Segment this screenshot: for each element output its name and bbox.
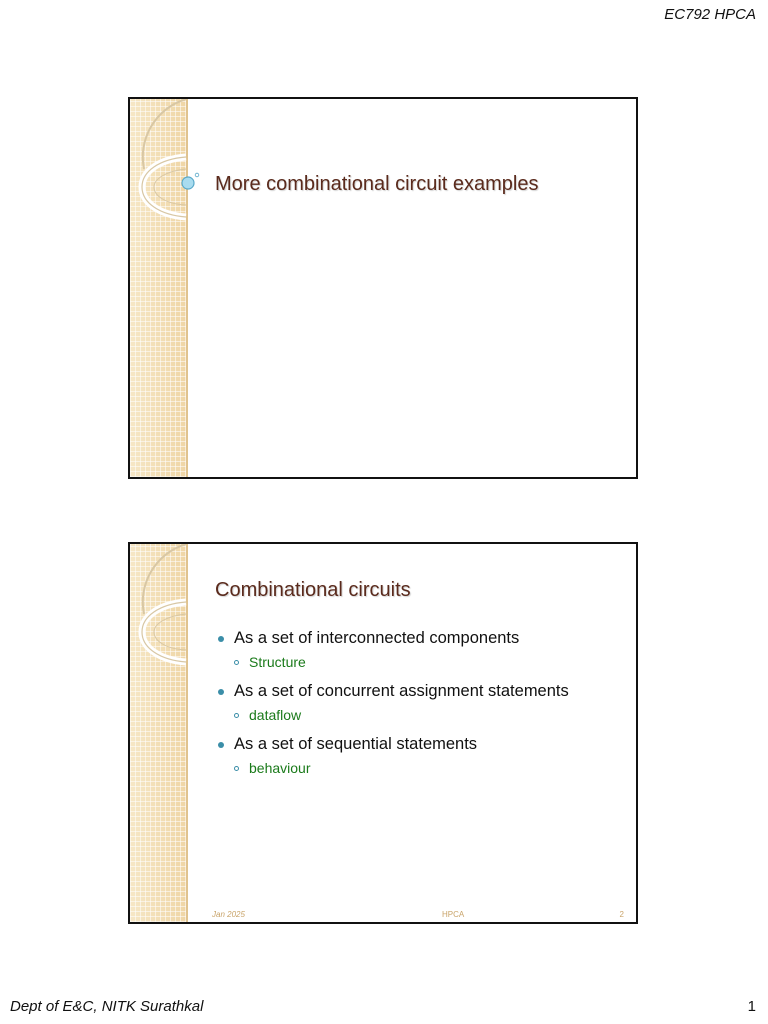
slide-ring-decoration: [130, 99, 220, 229]
bullet-item: As a set of concurrent assignment statements: [218, 679, 569, 704]
page-header-course: EC792 HPCA: [664, 6, 756, 23]
slide-1-title: More combinational circuit examples: [215, 173, 539, 195]
slide-footer-number: 2: [619, 910, 624, 919]
bullet-list: [218, 626, 569, 785]
bullet-item: As a set of sequential statements: [218, 732, 569, 757]
sub-bullet-item: behaviour: [218, 757, 569, 785]
slide-footer-title: HPCA: [442, 910, 465, 919]
bullet-orb-icon: [182, 177, 194, 189]
sub-bullet-item: Structure: [218, 651, 569, 679]
slide-2-title: Combinational circuits: [215, 579, 411, 601]
bullet-item: As a set of interconnected components: [218, 626, 569, 651]
slide-1: [128, 97, 638, 479]
slide-2: [128, 542, 638, 924]
sub-bullet-item: dataflow: [218, 704, 569, 732]
page-footer-dept: Dept of E&C, NITK Surathkal: [10, 998, 204, 1015]
page-number: 1: [747, 998, 756, 1015]
slide-ring-decoration: [130, 544, 220, 674]
slide-footer-date: Jan 2025: [212, 910, 245, 919]
